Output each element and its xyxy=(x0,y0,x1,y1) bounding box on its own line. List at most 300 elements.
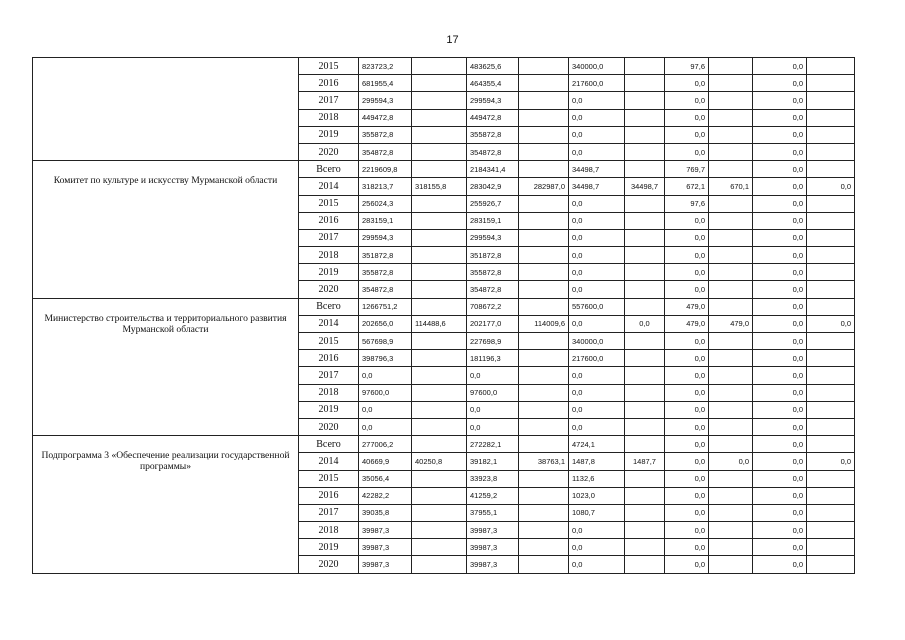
value-cell xyxy=(625,333,665,350)
value-cell: 479,0 xyxy=(665,315,709,332)
value-cell: 0,0 xyxy=(569,229,625,246)
value-cell xyxy=(625,143,665,160)
year-cell: 2019 xyxy=(299,126,359,143)
value-cell: 202177,0 xyxy=(467,315,519,332)
value-cell: 351872,8 xyxy=(467,247,519,264)
value-cell xyxy=(625,504,665,521)
value-cell: 0,0 xyxy=(569,109,625,126)
year-cell: 2020 xyxy=(299,418,359,435)
value-cell xyxy=(625,470,665,487)
value-cell xyxy=(807,487,855,504)
year-cell: 2017 xyxy=(299,229,359,246)
value-cell xyxy=(412,487,467,504)
value-cell xyxy=(709,556,753,573)
value-cell: 0,0 xyxy=(753,504,807,521)
value-cell: 0,0 xyxy=(569,126,625,143)
value-cell: 0,0 xyxy=(665,247,709,264)
value-cell: 283042,9 xyxy=(467,178,519,195)
value-cell xyxy=(412,401,467,418)
value-cell xyxy=(709,333,753,350)
value-cell: 97600,0 xyxy=(467,384,519,401)
value-cell xyxy=(709,504,753,521)
value-cell xyxy=(625,195,665,212)
value-cell xyxy=(807,281,855,298)
value-cell: 39182,1 xyxy=(467,453,519,470)
value-cell: 0,0 xyxy=(665,539,709,556)
year-cell: 2018 xyxy=(299,247,359,264)
value-cell xyxy=(807,229,855,246)
value-cell xyxy=(807,58,855,75)
value-cell: 0,0 xyxy=(753,556,807,573)
value-cell xyxy=(412,126,467,143)
value-cell: 0,0 xyxy=(753,315,807,332)
value-cell xyxy=(625,58,665,75)
value-cell: 354872,8 xyxy=(467,143,519,160)
value-cell: 0,0 xyxy=(467,401,519,418)
value-cell: 0,0 xyxy=(753,418,807,435)
value-cell: 39987,3 xyxy=(359,556,412,573)
value-cell: 34498,7 xyxy=(569,178,625,195)
value-cell xyxy=(412,109,467,126)
value-cell: 355872,8 xyxy=(467,264,519,281)
value-cell: 0,0 xyxy=(753,384,807,401)
value-cell: 299594,3 xyxy=(359,92,412,109)
value-cell: 39987,3 xyxy=(467,522,519,539)
value-cell xyxy=(519,143,569,160)
value-cell: 0,0 xyxy=(359,418,412,435)
year-cell: Всего xyxy=(299,436,359,453)
value-cell: 0,0 xyxy=(665,75,709,92)
value-cell: 0,0 xyxy=(753,126,807,143)
value-cell xyxy=(807,350,855,367)
value-cell: 0,0 xyxy=(753,367,807,384)
value-cell: 35056,4 xyxy=(359,470,412,487)
value-cell: 354872,8 xyxy=(359,281,412,298)
year-cell: 2014 xyxy=(299,178,359,195)
value-cell xyxy=(807,143,855,160)
value-cell: 1266751,2 xyxy=(359,298,412,315)
value-cell xyxy=(709,212,753,229)
value-cell: 318213,7 xyxy=(359,178,412,195)
value-cell: 1487,7 xyxy=(625,453,665,470)
value-cell xyxy=(625,281,665,298)
value-cell: 299594,3 xyxy=(359,229,412,246)
value-cell: 0,0 xyxy=(665,109,709,126)
value-cell xyxy=(412,333,467,350)
value-cell xyxy=(519,298,569,315)
value-cell xyxy=(807,522,855,539)
value-cell: 38763,1 xyxy=(519,453,569,470)
value-cell: 0,0 xyxy=(753,470,807,487)
value-cell: 0,0 xyxy=(665,229,709,246)
value-cell xyxy=(412,350,467,367)
year-cell: 2018 xyxy=(299,109,359,126)
value-cell xyxy=(625,126,665,143)
year-cell: 2020 xyxy=(299,556,359,573)
value-cell xyxy=(519,229,569,246)
value-cell xyxy=(625,109,665,126)
value-cell: 39987,3 xyxy=(467,556,519,573)
year-cell: 2015 xyxy=(299,195,359,212)
year-cell: 2019 xyxy=(299,264,359,281)
value-cell: 0,0 xyxy=(665,143,709,160)
value-cell xyxy=(412,539,467,556)
value-cell: 256024,3 xyxy=(359,195,412,212)
value-cell: 299594,3 xyxy=(467,229,519,246)
value-cell xyxy=(519,126,569,143)
value-cell: 34498,7 xyxy=(625,178,665,195)
year-cell: 2019 xyxy=(299,401,359,418)
value-cell: 0,0 xyxy=(665,126,709,143)
value-cell xyxy=(519,367,569,384)
value-cell: 283159,1 xyxy=(359,212,412,229)
value-cell xyxy=(625,522,665,539)
value-cell xyxy=(412,436,467,453)
value-cell xyxy=(807,418,855,435)
value-cell: 0,0 xyxy=(569,281,625,298)
year-cell: 2014 xyxy=(299,453,359,470)
year-cell: 2020 xyxy=(299,281,359,298)
value-cell: 0,0 xyxy=(569,401,625,418)
value-cell: 0,0 xyxy=(753,143,807,160)
value-cell: 97,6 xyxy=(665,58,709,75)
value-cell xyxy=(412,75,467,92)
value-cell: 97,6 xyxy=(665,195,709,212)
value-cell xyxy=(519,58,569,75)
value-cell xyxy=(412,195,467,212)
value-cell: 0,0 xyxy=(569,264,625,281)
value-cell: 0,0 xyxy=(753,487,807,504)
value-cell xyxy=(519,504,569,521)
value-cell xyxy=(625,487,665,504)
value-cell: 0,0 xyxy=(625,315,665,332)
year-cell: 2015 xyxy=(299,333,359,350)
value-cell: 0,0 xyxy=(569,539,625,556)
value-cell: 0,0 xyxy=(807,453,855,470)
value-cell xyxy=(807,367,855,384)
value-cell: 40669,9 xyxy=(359,453,412,470)
year-cell: 2018 xyxy=(299,522,359,539)
value-cell: 1132,6 xyxy=(569,470,625,487)
value-cell xyxy=(709,298,753,315)
value-cell xyxy=(519,436,569,453)
value-cell: 0,0 xyxy=(807,178,855,195)
value-cell: 0,0 xyxy=(665,333,709,350)
value-cell xyxy=(412,161,467,178)
value-cell xyxy=(625,161,665,178)
value-cell: 0,0 xyxy=(753,195,807,212)
value-cell xyxy=(709,401,753,418)
value-cell xyxy=(709,195,753,212)
value-cell xyxy=(519,247,569,264)
value-cell: 0,0 xyxy=(753,109,807,126)
value-cell: 272282,1 xyxy=(467,436,519,453)
value-cell xyxy=(807,333,855,350)
value-cell: 0,0 xyxy=(753,281,807,298)
value-cell: 0,0 xyxy=(665,92,709,109)
value-cell xyxy=(709,143,753,160)
value-cell xyxy=(807,109,855,126)
value-cell: 202656,0 xyxy=(359,315,412,332)
value-cell xyxy=(519,539,569,556)
value-cell: 0,0 xyxy=(753,350,807,367)
value-cell: 398796,3 xyxy=(359,350,412,367)
value-cell: 0,0 xyxy=(665,350,709,367)
value-cell: 351872,8 xyxy=(359,247,412,264)
value-cell xyxy=(807,539,855,556)
year-cell: 2016 xyxy=(299,212,359,229)
value-cell: 34498,7 xyxy=(569,161,625,178)
value-cell xyxy=(807,298,855,315)
value-cell xyxy=(519,418,569,435)
value-cell: 277006,2 xyxy=(359,436,412,453)
value-cell xyxy=(709,350,753,367)
value-cell: 483625,6 xyxy=(467,58,519,75)
value-cell xyxy=(807,504,855,521)
page-number: 17 xyxy=(446,34,459,46)
value-cell xyxy=(625,264,665,281)
value-cell xyxy=(412,384,467,401)
year-cell: 2016 xyxy=(299,487,359,504)
value-cell: 0,0 xyxy=(665,470,709,487)
year-cell: 2016 xyxy=(299,350,359,367)
year-cell: 2020 xyxy=(299,143,359,160)
value-cell xyxy=(709,161,753,178)
value-cell: 39035,8 xyxy=(359,504,412,521)
budget-table xyxy=(32,57,855,574)
value-cell: 0,0 xyxy=(665,367,709,384)
value-cell xyxy=(807,161,855,178)
value-cell: 1023,0 xyxy=(569,487,625,504)
year-cell: 2018 xyxy=(299,384,359,401)
year-cell: 2015 xyxy=(299,470,359,487)
value-cell xyxy=(709,247,753,264)
value-cell: 769,7 xyxy=(665,161,709,178)
value-cell: 299594,3 xyxy=(467,92,519,109)
value-cell xyxy=(519,109,569,126)
value-cell xyxy=(709,418,753,435)
value-cell xyxy=(412,298,467,315)
value-cell xyxy=(807,212,855,229)
value-cell xyxy=(519,556,569,573)
value-cell xyxy=(709,470,753,487)
value-cell xyxy=(709,436,753,453)
value-cell: 0,0 xyxy=(665,281,709,298)
value-cell: 0,0 xyxy=(569,556,625,573)
value-cell: 479,0 xyxy=(665,298,709,315)
value-cell xyxy=(625,298,665,315)
value-cell: 681955,4 xyxy=(359,75,412,92)
value-cell xyxy=(519,92,569,109)
value-cell: 0,0 xyxy=(807,315,855,332)
value-cell xyxy=(625,75,665,92)
value-cell: 0,0 xyxy=(753,453,807,470)
value-cell xyxy=(807,247,855,264)
value-cell: 217600,0 xyxy=(569,350,625,367)
value-cell: 283159,1 xyxy=(467,212,519,229)
value-cell: 0,0 xyxy=(359,401,412,418)
value-cell: 0,0 xyxy=(753,247,807,264)
value-cell: 0,0 xyxy=(665,436,709,453)
value-cell xyxy=(412,264,467,281)
value-cell: 0,0 xyxy=(753,92,807,109)
value-cell xyxy=(412,92,467,109)
value-cell: 39987,3 xyxy=(359,522,412,539)
value-cell: 0,0 xyxy=(569,195,625,212)
value-cell xyxy=(412,229,467,246)
value-cell xyxy=(807,470,855,487)
value-cell: 255926,7 xyxy=(467,195,519,212)
value-cell xyxy=(625,229,665,246)
value-cell xyxy=(709,487,753,504)
value-cell: 318155,8 xyxy=(412,178,467,195)
value-cell: 708672,2 xyxy=(467,298,519,315)
value-cell xyxy=(625,556,665,573)
year-cell: 2019 xyxy=(299,539,359,556)
value-cell: 354872,8 xyxy=(359,143,412,160)
value-cell: 40250,8 xyxy=(412,453,467,470)
value-cell: 0,0 xyxy=(753,522,807,539)
value-cell: 0,0 xyxy=(753,298,807,315)
value-cell: 39987,3 xyxy=(467,539,519,556)
value-cell: 0,0 xyxy=(665,264,709,281)
value-cell: 1487,8 xyxy=(569,453,625,470)
value-cell: 0,0 xyxy=(467,418,519,435)
value-cell: 0,0 xyxy=(665,504,709,521)
value-cell xyxy=(625,367,665,384)
value-cell xyxy=(709,75,753,92)
value-cell xyxy=(519,212,569,229)
value-cell: 355872,8 xyxy=(359,264,412,281)
value-cell: 227698,9 xyxy=(467,333,519,350)
organization-name: Подпрограмма 3 «Обеспечение реализации государственной программы» xyxy=(33,436,299,574)
value-cell xyxy=(709,229,753,246)
value-cell xyxy=(807,436,855,453)
value-cell: 0,0 xyxy=(569,384,625,401)
value-cell: 0,0 xyxy=(753,539,807,556)
value-cell xyxy=(709,126,753,143)
value-cell: 0,0 xyxy=(665,487,709,504)
value-cell xyxy=(625,92,665,109)
value-cell: 449472,8 xyxy=(359,109,412,126)
value-cell xyxy=(807,92,855,109)
value-cell: 0,0 xyxy=(753,212,807,229)
value-cell xyxy=(519,333,569,350)
value-cell: 0,0 xyxy=(753,75,807,92)
value-cell: 1080,7 xyxy=(569,504,625,521)
value-cell xyxy=(709,264,753,281)
value-cell xyxy=(412,504,467,521)
value-cell: 0,0 xyxy=(753,264,807,281)
value-cell: 41259,2 xyxy=(467,487,519,504)
value-cell xyxy=(807,126,855,143)
value-cell xyxy=(807,401,855,418)
value-cell xyxy=(519,75,569,92)
value-cell xyxy=(625,418,665,435)
value-cell: 0,0 xyxy=(665,401,709,418)
value-cell xyxy=(519,281,569,298)
value-cell: 354872,8 xyxy=(467,281,519,298)
value-cell: 0,0 xyxy=(753,58,807,75)
value-cell xyxy=(412,522,467,539)
value-cell: 33923,8 xyxy=(467,470,519,487)
year-cell: 2017 xyxy=(299,92,359,109)
value-cell: 0,0 xyxy=(665,212,709,229)
value-cell xyxy=(625,247,665,264)
value-cell xyxy=(412,58,467,75)
value-cell: 355872,8 xyxy=(359,126,412,143)
value-cell xyxy=(519,470,569,487)
organization-name xyxy=(33,58,299,161)
year-cell: 2016 xyxy=(299,75,359,92)
value-cell xyxy=(709,92,753,109)
value-cell xyxy=(709,109,753,126)
value-cell xyxy=(807,556,855,573)
value-cell: 567698,9 xyxy=(359,333,412,350)
year-cell: Всего xyxy=(299,298,359,315)
value-cell xyxy=(519,522,569,539)
value-cell xyxy=(519,264,569,281)
value-cell: 0,0 xyxy=(665,556,709,573)
value-cell: 0,0 xyxy=(753,161,807,178)
value-cell: 0,0 xyxy=(665,418,709,435)
value-cell: 0,0 xyxy=(753,229,807,246)
value-cell: 217600,0 xyxy=(569,75,625,92)
year-cell: Всего xyxy=(299,161,359,178)
value-cell xyxy=(412,247,467,264)
value-cell xyxy=(519,401,569,418)
value-cell xyxy=(625,212,665,229)
value-cell xyxy=(807,264,855,281)
value-cell: 479,0 xyxy=(709,315,753,332)
value-cell: 0,0 xyxy=(753,436,807,453)
value-cell: 181196,3 xyxy=(467,350,519,367)
table-row xyxy=(33,161,855,178)
year-cell: 2017 xyxy=(299,367,359,384)
value-cell xyxy=(709,384,753,401)
value-cell: 0,0 xyxy=(709,453,753,470)
value-cell: 0,0 xyxy=(753,178,807,195)
value-cell xyxy=(625,436,665,453)
value-cell: 0,0 xyxy=(569,522,625,539)
value-cell: 340000,0 xyxy=(569,58,625,75)
table-row xyxy=(33,58,855,75)
organization-name: Комитет по культуре и искусству Мурманской области xyxy=(33,161,299,299)
value-cell xyxy=(625,401,665,418)
value-cell: 0,0 xyxy=(467,367,519,384)
value-cell xyxy=(807,195,855,212)
value-cell: 282987,0 xyxy=(519,178,569,195)
value-cell: 39987,3 xyxy=(359,539,412,556)
value-cell xyxy=(709,58,753,75)
value-cell xyxy=(519,384,569,401)
value-cell xyxy=(709,522,753,539)
value-cell xyxy=(519,487,569,504)
value-cell xyxy=(412,143,467,160)
value-cell xyxy=(807,384,855,401)
organization-name: Министерство строительства и территориального развития Мурманской области xyxy=(33,298,299,436)
value-cell: 42282,2 xyxy=(359,487,412,504)
value-cell xyxy=(412,281,467,298)
value-cell xyxy=(625,384,665,401)
value-cell: 0,0 xyxy=(569,247,625,264)
value-cell: 823723,2 xyxy=(359,58,412,75)
value-cell: 0,0 xyxy=(753,401,807,418)
value-cell: 0,0 xyxy=(753,333,807,350)
value-cell: 2219609,8 xyxy=(359,161,412,178)
value-cell: 340000,0 xyxy=(569,333,625,350)
value-cell: 2184341,4 xyxy=(467,161,519,178)
